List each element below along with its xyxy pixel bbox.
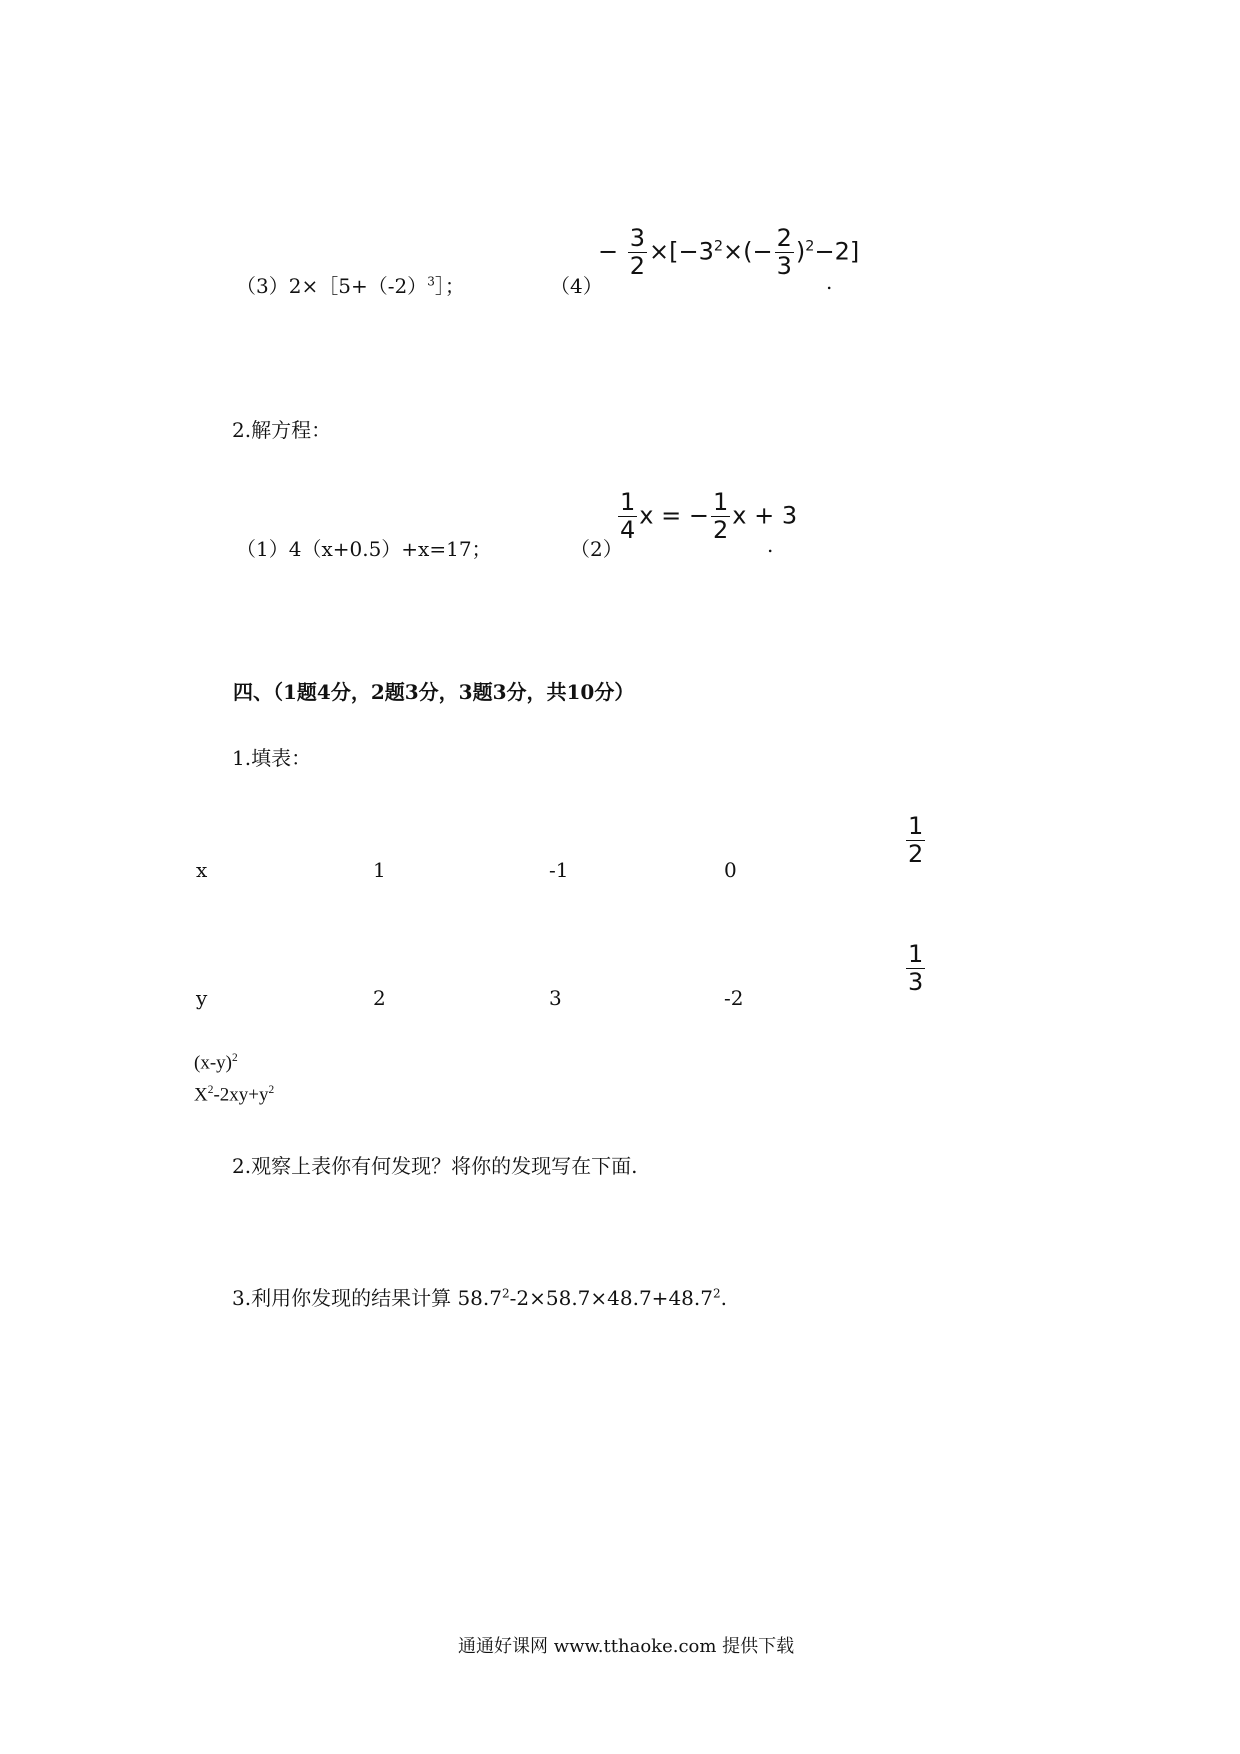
- row-3-exponent: 2: [231, 1052, 238, 1064]
- problem-4-label: （4）: [550, 274, 603, 298]
- fraction-numerator: 3: [629, 224, 646, 252]
- problem-4-fraction-1: [628, 226, 647, 279]
- table-y-value-1: 2: [373, 986, 386, 1010]
- problem-4-mid-2: ×(−: [723, 237, 773, 266]
- equation-1-text: 4（x+0.5）+x=17；: [288, 537, 492, 561]
- row-4-exponent-1: 2: [207, 1084, 214, 1096]
- equation-2-label: （2）: [570, 537, 623, 561]
- problem-4-tail: −2]: [814, 237, 860, 266]
- row-3-base: (x-y): [194, 1052, 232, 1074]
- fraction-denominator: 2: [712, 516, 729, 545]
- problem-3-expr: 2×［5+（-2）: [288, 274, 428, 298]
- table-y-value-2: 3: [549, 986, 562, 1010]
- problem-4-exponent-1: 2: [713, 238, 724, 255]
- fraction-denominator: 2: [908, 840, 924, 869]
- problem-3-suffix: ］；: [434, 274, 465, 298]
- question-2: 2.观察上表你有何发现？将你的发现写在下面.: [232, 1154, 638, 1178]
- fraction-numerator: 1: [908, 812, 924, 840]
- row-4-part-b: -2xy+y: [213, 1084, 269, 1106]
- table-x-value-3: 0: [724, 858, 737, 882]
- equation-1: [236, 533, 492, 562]
- row-4-part-a: X: [194, 1084, 208, 1106]
- equation-1-label: （1）: [236, 537, 289, 561]
- problem-4-close: ): [795, 237, 806, 266]
- problem-4-fraction-2: [775, 226, 794, 279]
- problem-4-exponent-2: 2: [805, 238, 815, 255]
- problem-4-mid-1: ×[−3: [649, 237, 714, 266]
- equation-2-period: .: [767, 533, 774, 557]
- table-x-value-2: -1: [549, 858, 569, 882]
- question-3-exponent-2: 2: [712, 1286, 721, 1301]
- question-3-middle: -2×58.7×48.7+48.7: [509, 1286, 713, 1310]
- question-3-prefix: 3.利用你发现的结果计算 58.7: [232, 1286, 502, 1310]
- equation-2-tail: x + 3: [732, 501, 798, 530]
- equation-2-fraction-2: [711, 490, 730, 543]
- problem-3-exponent: 3: [427, 274, 435, 289]
- question-3: [232, 1282, 727, 1311]
- fraction-denominator: 4: [620, 516, 636, 545]
- fraction-numerator: 1: [620, 488, 636, 516]
- problem-4-period: .: [826, 270, 833, 294]
- fraction-denominator: 3: [908, 968, 924, 997]
- page-footer: 通通好课网 www.tthaoke.com 提供下载: [458, 1636, 795, 1657]
- equation-2-mid: x = −: [639, 501, 709, 530]
- question-1-heading: 1.填表：: [232, 746, 312, 770]
- fraction-numerator: 1: [712, 488, 729, 516]
- table-x-value-1: 1: [373, 858, 386, 882]
- fraction-denominator: 2: [629, 252, 646, 281]
- table-x-fraction: [904, 814, 927, 867]
- table-row-3-label: [194, 1052, 238, 1074]
- fraction-numerator: 1: [908, 940, 924, 968]
- table-y-fraction: [904, 942, 927, 995]
- problem-3-label: （3）: [236, 274, 289, 298]
- question-3-suffix: .: [720, 1286, 727, 1310]
- problem-4-minus: −: [598, 237, 619, 266]
- section-4-heading: 四、（1题4分，2题3分，3题3分，共10分）: [233, 680, 635, 704]
- equation-2-fraction-1: [618, 490, 637, 543]
- question-3-exponent-1: 2: [501, 1286, 510, 1301]
- table-y-label: y: [196, 986, 208, 1010]
- table-row-4-label: [194, 1084, 274, 1106]
- row-4-exponent-2: 2: [268, 1084, 275, 1096]
- section-2-heading: 2.解方程：: [232, 418, 332, 442]
- problem-3: [236, 270, 465, 299]
- fraction-denominator: 3: [776, 252, 792, 281]
- table-y-value-3: -2: [724, 986, 744, 1010]
- table-x-label: x: [196, 858, 208, 882]
- problem-4-expression: [598, 226, 859, 279]
- fraction-numerator: 2: [776, 224, 792, 252]
